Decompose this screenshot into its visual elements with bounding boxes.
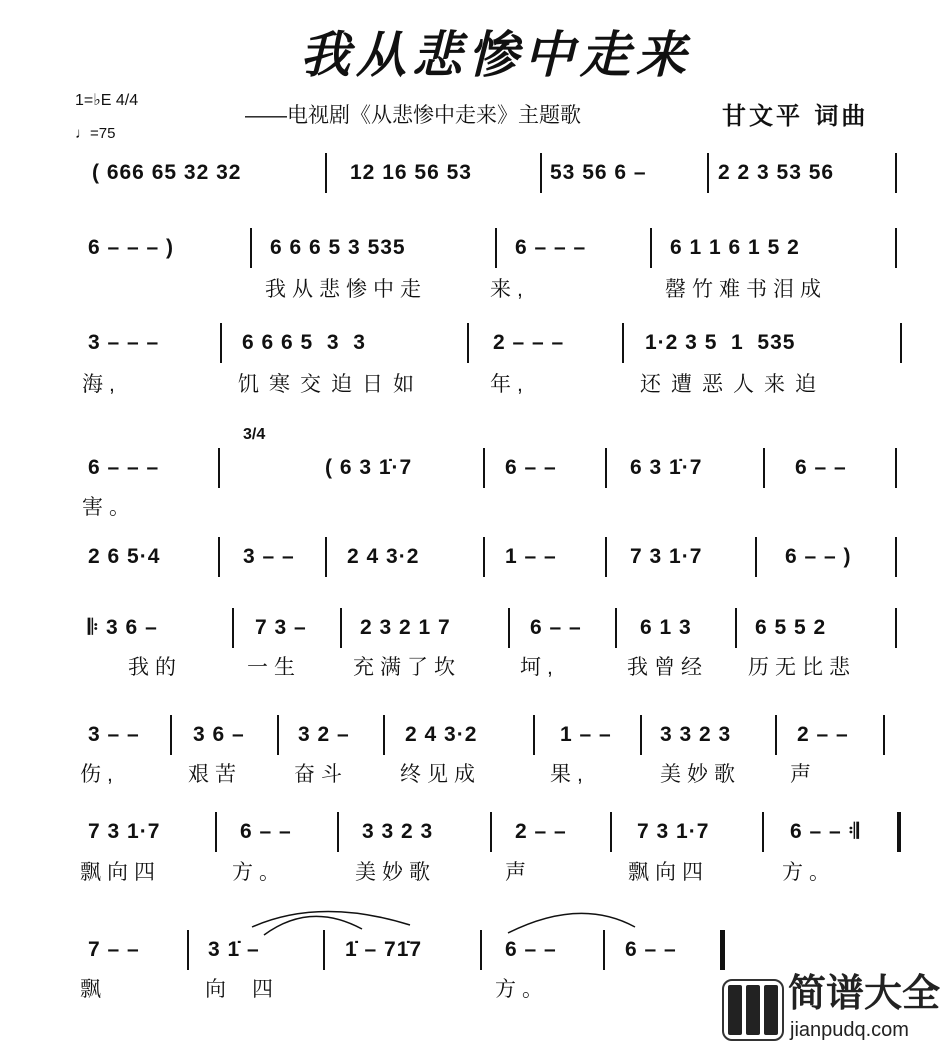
barline	[895, 448, 897, 488]
measure: 3 6 –	[193, 722, 245, 746]
measure: 2 6 5·4	[88, 544, 161, 568]
measure: 2 2 3 53 56	[718, 160, 835, 184]
barline	[325, 153, 327, 193]
barline	[483, 448, 485, 488]
measure: 6 5 5 2	[755, 615, 827, 639]
barline	[232, 608, 234, 648]
measure: 6 – –	[530, 615, 582, 639]
measure: 6 – –	[505, 937, 557, 961]
barline	[340, 608, 342, 648]
tempo-marking: ♩=75	[75, 125, 116, 142]
barline	[250, 228, 252, 268]
barline	[495, 228, 497, 268]
barline	[883, 715, 885, 755]
barline	[218, 448, 220, 488]
measure: 6 – –	[795, 455, 847, 479]
lyric: 充满了坎	[353, 655, 461, 679]
measure: 3 3 2 3	[660, 722, 732, 746]
barline	[895, 537, 897, 577]
measure: 6 1 3	[640, 615, 692, 639]
measure: ( 6 3 1̇·7	[325, 455, 413, 479]
measure: 3 – –	[243, 544, 295, 568]
lyric: 方。	[782, 860, 836, 884]
lyric: 四	[252, 977, 279, 1001]
measure: 6 – – –	[515, 235, 587, 259]
barline	[277, 715, 279, 755]
key-signature: 1=♭E 4/4	[75, 92, 139, 109]
measure: 1·2 3 5 1 535	[645, 330, 796, 354]
song-title: 我从悲惨中走来	[300, 25, 692, 84]
barline	[650, 228, 652, 268]
lyric: 果,	[550, 762, 589, 786]
barline	[900, 323, 902, 363]
measure: 3 – – –	[88, 330, 160, 354]
barline	[895, 608, 897, 648]
lyric: 奋斗	[294, 762, 348, 786]
lyric: 终见成	[400, 762, 481, 786]
measure: 7 3 1·7	[630, 544, 703, 568]
measure: 2 – –	[797, 722, 849, 746]
barline	[775, 715, 777, 755]
lyric: 美妙歌	[660, 762, 741, 786]
slur-marks	[240, 905, 640, 945]
measure: 6 – – –	[88, 455, 160, 479]
measure: 3 3 2 3	[362, 819, 434, 843]
barline	[508, 608, 510, 648]
measure: 2 3 2 1 7	[360, 615, 451, 639]
lyric: 声	[505, 860, 532, 884]
measure: 7 3 1·7	[88, 819, 161, 843]
measure: 6 3 1̇·7	[630, 455, 703, 479]
barline	[383, 715, 385, 755]
barline	[735, 608, 737, 648]
measure: 3 1̇ –	[208, 937, 260, 961]
barline	[215, 812, 217, 852]
barline	[337, 812, 339, 852]
measure: 6 1 1 6 1 5 2	[670, 235, 800, 259]
lyric: 来,	[490, 277, 529, 301]
final-barline	[720, 930, 725, 970]
barline	[605, 537, 607, 577]
barline	[218, 537, 220, 577]
lyric: 一生	[247, 655, 301, 679]
measure: 6 6 6 5 3 3	[242, 330, 366, 354]
measure: 1 – –	[560, 722, 612, 746]
measure: 1 – –	[505, 544, 557, 568]
measure: 6 – –	[625, 937, 677, 961]
barline	[707, 153, 709, 193]
lyric: 美妙歌	[355, 860, 436, 884]
measure: 7 3 1·7	[637, 819, 710, 843]
lyric: 飘向四	[628, 860, 709, 884]
measure: 53 56 6 –	[550, 160, 647, 184]
measure: 𝄆 3 6 –	[88, 615, 158, 639]
barline	[895, 228, 897, 268]
measure: 1̇ – 71̇7	[345, 937, 423, 961]
lyric: 我的	[128, 655, 182, 679]
repeat-end-barline	[897, 812, 901, 852]
lyric: 我从悲惨中走	[265, 277, 427, 301]
time-signature-change: 3/4	[243, 426, 266, 443]
lyric: 声	[790, 762, 817, 786]
measure: 3 2 –	[298, 722, 350, 746]
measure: 7 – –	[88, 937, 140, 961]
lyric: 方。	[495, 977, 549, 1001]
barline	[540, 153, 542, 193]
barline	[323, 930, 325, 970]
lyric: 坷,	[520, 655, 559, 679]
barline	[220, 323, 222, 363]
lyric: 飘向四	[80, 860, 161, 884]
lyric: 饥寒交迫日如	[238, 372, 424, 396]
barline	[187, 930, 189, 970]
barline	[610, 812, 612, 852]
subtitle: ——电视剧《从悲惨中走来》主题歌	[245, 104, 581, 127]
lyric: 飘	[80, 977, 107, 1001]
barline	[895, 153, 897, 193]
measure: 2 – – –	[493, 330, 565, 354]
lyric: 海,	[82, 372, 121, 396]
lyric: 向	[205, 977, 232, 1001]
measure: 2 4 3·2	[347, 544, 420, 568]
measure: 3 – –	[88, 722, 140, 746]
lyric: 害。	[82, 495, 136, 519]
lyric: 伤,	[80, 762, 119, 786]
barline	[605, 448, 607, 488]
measure: 6 – –	[505, 455, 557, 479]
barline	[533, 715, 535, 755]
barline	[762, 812, 764, 852]
lyric: 还遭恶人来迫	[640, 372, 826, 396]
barline	[325, 537, 327, 577]
watermark-logo	[722, 975, 944, 1045]
barline	[640, 715, 642, 755]
author-credit: 甘文平 词曲	[722, 101, 869, 130]
measure: 2 4 3·2	[405, 722, 478, 746]
measure: 7 3 –	[255, 615, 307, 639]
measure: 2 – –	[515, 819, 567, 843]
measure: 6 6 6 5 3 535	[270, 235, 406, 259]
lyric: 年,	[490, 372, 529, 396]
barline	[467, 323, 469, 363]
lyric: 艰苦	[188, 762, 242, 786]
barline	[622, 323, 624, 363]
piano-keys-icon	[722, 979, 784, 1041]
lyric: 罄竹难书泪成	[665, 277, 827, 301]
watermark-url: jianpudq.com	[790, 1019, 909, 1041]
lyric: 方。	[232, 860, 286, 884]
measure: 6 – – – )	[88, 235, 175, 259]
barline	[483, 537, 485, 577]
lyric: 历无比悲	[748, 655, 856, 679]
measure: ( 666 65 32 32	[92, 160, 242, 184]
barline	[490, 812, 492, 852]
measure: 6 – –	[240, 819, 292, 843]
barline	[755, 537, 757, 577]
barline	[170, 715, 172, 755]
measure: 6 – – 𝄇	[790, 819, 860, 843]
barline	[480, 930, 482, 970]
measure: 12 16 56 53	[350, 160, 472, 184]
measure: 6 – – )	[785, 544, 852, 568]
watermark-text: 简谱大全	[788, 973, 941, 1015]
lyric: 我曾经	[627, 655, 708, 679]
barline	[763, 448, 765, 488]
barline	[603, 930, 605, 970]
barline	[615, 608, 617, 648]
